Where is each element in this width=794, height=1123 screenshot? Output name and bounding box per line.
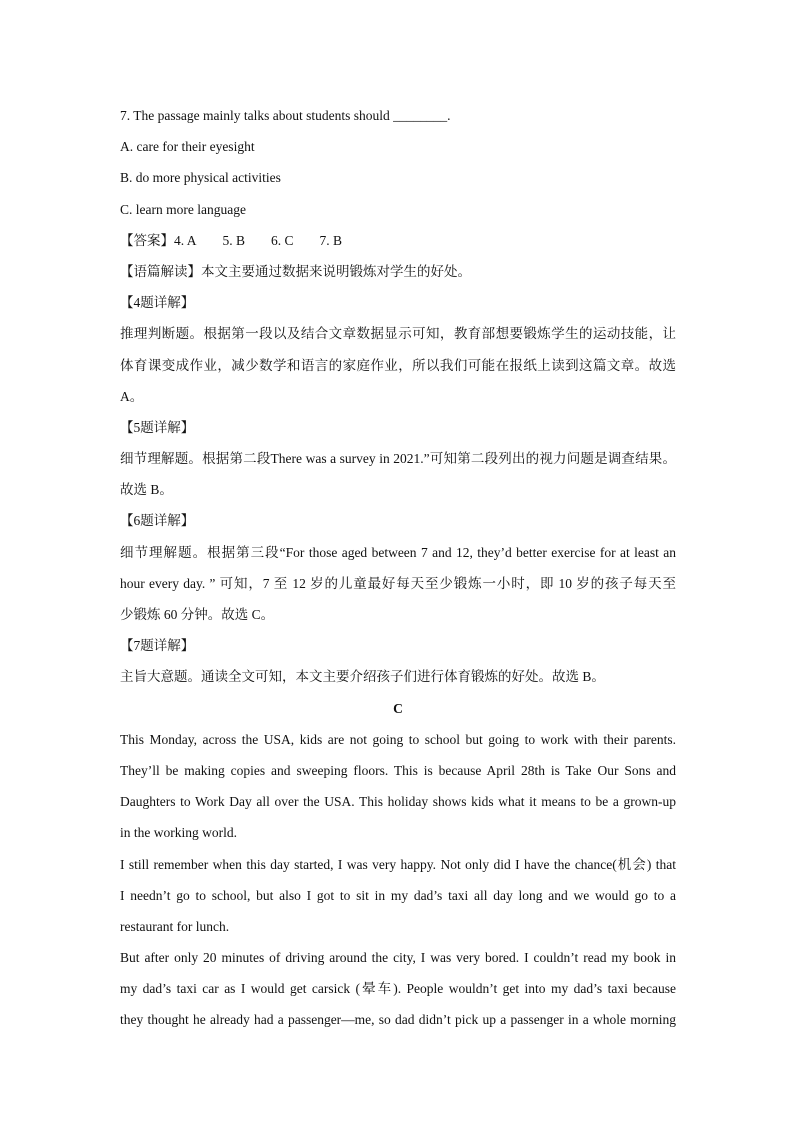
detail-heading-6: 【6题详解】 (120, 513, 195, 529)
option-c: C. learn more language (120, 201, 246, 217)
passage-line: Daughters to Work Day all over the USA. This holiday shows kids what it means to be a grown-up (120, 794, 676, 810)
detail-heading-5: 【5题详解】 (120, 419, 195, 435)
detail-text: 少锻炼 60 分钟。故选 C。 (120, 607, 275, 622)
answer-item: 5. B (222, 232, 246, 248)
passage-line: restaurant for lunch. (120, 918, 230, 934)
passage-interpretation: 【语篇解读】本文主要通过数据来说明锻炼对学生的好处。 (120, 263, 471, 279)
passage-line: I still remember when this day started, I was very happy. Not only did I have the chance(机会) that (120, 856, 676, 872)
answer-item: 6. C (271, 232, 294, 248)
answer-label: 【答案】 (120, 232, 174, 248)
detail-text: 细节理解题。根据第三段“For those aged between 7 and 12, they’d better exercise for at least an (120, 544, 676, 560)
answer-item: 7. B (319, 232, 343, 248)
passage-line: I needn’t go to school, but also I got to sit in my dad’s taxi all day long and we would go to a (120, 887, 676, 903)
detail-text: 主旨大意题。通读全文可知，本文主要介绍孩子们进行体育锻炼的好处。故选 B。 (120, 669, 605, 685)
detail-text: 推理判断题。根据第一段以及结合文章数据显示可知，教育部想要锻炼学生的运动技能，让 (120, 326, 676, 342)
question-7-stem: 7. The passage mainly talks about students should ________. (120, 108, 451, 123)
answer-item: 4. A (174, 232, 197, 248)
detail-heading-4: 【4题详解】 (120, 295, 195, 311)
passage-line: my dad’s taxi car as I would get carsick (晕车). People wouldn’t get into my dad’s taxi because (120, 981, 676, 997)
answer-line (120, 225, 676, 256)
detail-text: 故选 B。 (120, 482, 173, 498)
detail-text: hour every day. ” 可知，7 至 12 岁的儿童最好每天至少锻炼一小时，即 10 岁的孩子每天至 (120, 575, 676, 591)
passage-line: they thought he already had a passenger—me, so dad didn’t pick up a passenger in a whole morning (120, 1012, 676, 1028)
option-a: A. care for their eyesight (120, 139, 255, 155)
detail-heading-7: 【7题详解】 (120, 638, 195, 654)
option-b: B. do more physical activities (120, 170, 281, 186)
detail-text: A。 (120, 388, 144, 404)
section-title: C (393, 700, 403, 716)
document-page (120, 100, 676, 1036)
passage-line: They’ll be making copies and sweeping floors. This is because April 28th is Take Our Sons and (120, 762, 676, 778)
passage-line: This Monday, across the USA, kids are not going to school but going to work with their parents. (120, 731, 676, 747)
detail-text: 细节理解题。根据第二段There was a survey in 2021.”可知第二段列出的视力问题是调查结果。 (120, 451, 676, 467)
detail-text: 体育课变成作业，减少数学和语言的家庭作业，所以我们可能在报纸上读到这篇文章。故选 (120, 357, 676, 373)
passage-line: But after only 20 minutes of driving around the city, I was very bored. I couldn’t read my book in (120, 950, 676, 966)
passage-line: in the working world. (120, 825, 237, 841)
